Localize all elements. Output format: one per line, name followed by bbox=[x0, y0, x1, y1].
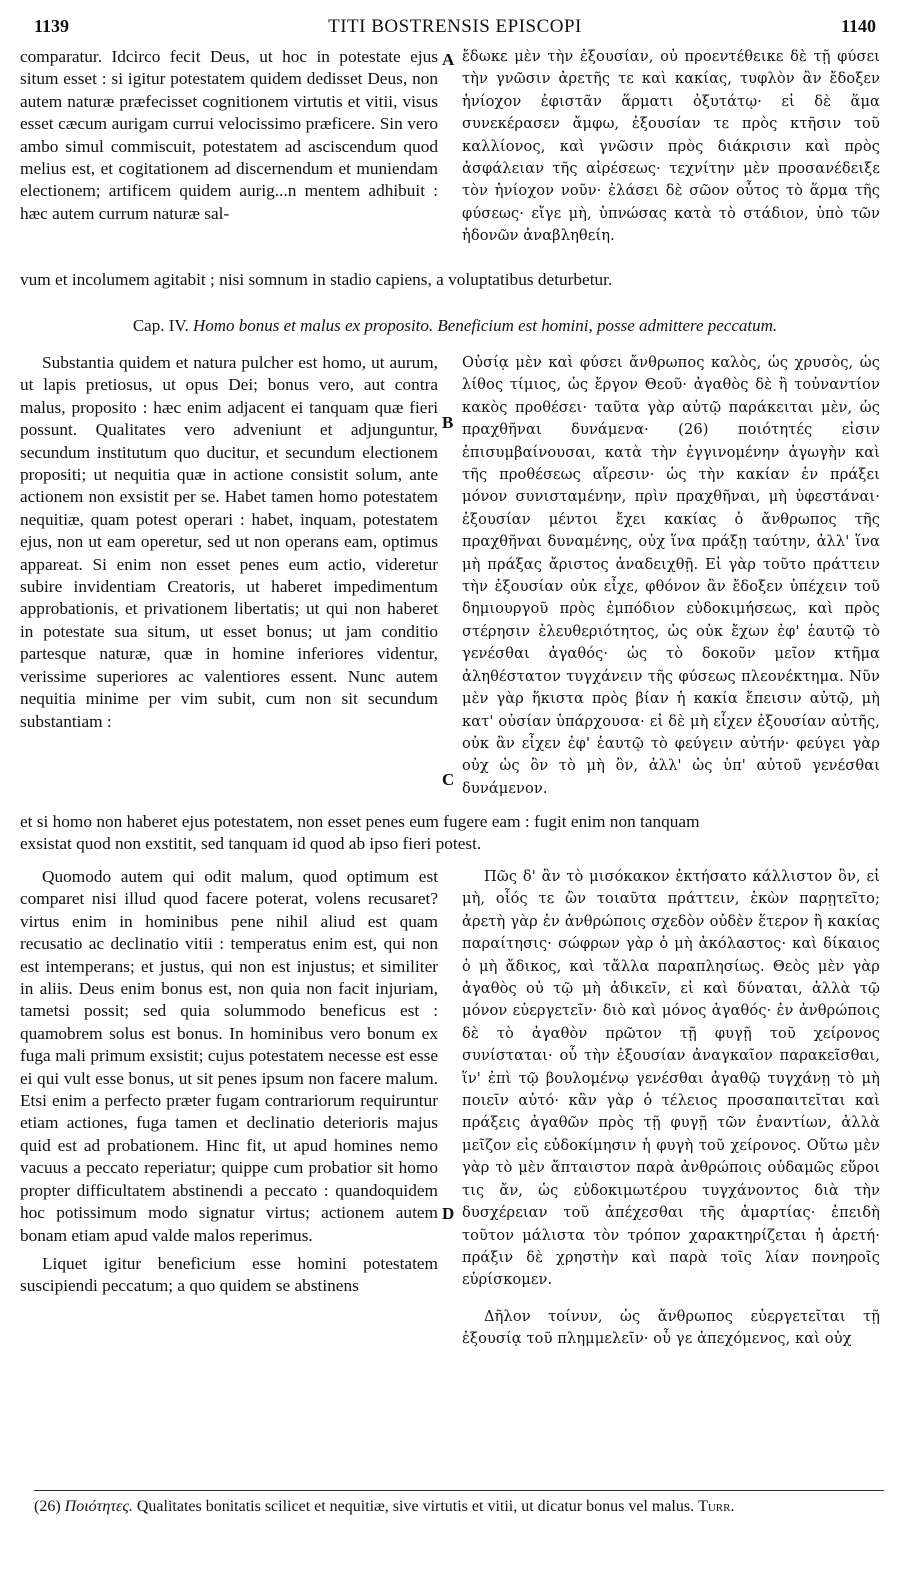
chapter-label: Cap. IV. bbox=[132, 316, 189, 335]
footnote-signature: Turr. bbox=[698, 1498, 735, 1515]
latin-column-block1: comparatur. Idcirco fecit Deus, ut hoc in potestate ejus situm esset : si igitur potestatem quidem dedisset Deus, non autem naturæ præfecisset cognitionem virtutis et vitii, visus esset cæcum aurigam currui velocissimo præficere. Sin vero ambo simul commiscuit, potestatem ad asciscendum quod melius est, et cogitationem ad discernendum et muniendam electionem; artificem quidem aurig...n mentem adhibuit : hæc autem currum naturæ sal- bbox=[20, 47, 438, 223]
footnote bbox=[34, 1497, 874, 1517]
greek-column-block3 bbox=[462, 866, 880, 1351]
latin-paragraph-2: Liquet igitur beneficium esse homini potestatem suscipiendi peccatum; a quo quidem se abstinens bbox=[20, 1253, 438, 1296]
footnote-greek-word: Ποιότητες. bbox=[64, 1498, 133, 1515]
full-width-line-block2a: et si homo non haberet ejus potestatem, non esset penes eum fugere eam : fugit enim non tanquam bbox=[20, 812, 700, 831]
running-title: TITI BOSTRENSIS EPISCOPI bbox=[328, 16, 582, 37]
greek-paragraph-1: Πῶς δ' ἂν τὸ μισόκακον ἐκτήσατο κάλλιστον ὂν, εἰ μὴ, οἷός τε ὢν τοιαῦτα πράττειν, ἑκὼν παρῃτεῖτο; ἀρετὴ γὰρ ἐν ἀνθρώποις σχεδὸν οὐδὲν ἕτερον ἢ κακίας παραίτησις· σώφρων γὰρ ὁ μὴ ἀκόλαστος· καὶ δίκαιος ὁ μὴ ἄδικος, καὶ τἄλλα παραπλησίως. Θεὸς μὲν γὰρ ἀγαθὸς οὐ τῷ μὴ ἀδικεῖν, εἰ καὶ δύναται, ἀλλὰ τῷ μόνον εὐεργετεῖν· διὸ καὶ μόνος ἀγαθός· ἐν ἀνθρώποις δὲ τὸ ἀγαθὸν πρῶτον τῇ φυγῇ τοῦ χείρονος συνίσταται· οὗ τὴν ἐξουσίαν ἀναγκαῖον παρακεῖσθαι, ἵν' ἐπὶ τῷ βουλομένῳ γενέσθαι ἀγαθῷ τυγχάνῃ τὸ μὴ ποιεῖν αὐτό· κἂν γὰρ ὁ τέλειος προσαπαιτεῖται καὶ πράξεις ἀγαθῶν πρὸς τῇ φυγῇ τῶν ἐναντίων, ἀλλὰ μεῖζον εἰς εὐδοκίμησιν ἡ φυγὴ τοῦ χείρονος. Οὕτω μὲν γὰρ τὸ μὲν ἄπταιστον παρὰ ἀνθρώποις οὐδαμῶς εὕροι τις ἄν, ὡς εὐδοκιμωτέρου τυγχάνοντος διὰ τὴν δυσχέρειαν τοῦ ἀπέχεσθαι τῆς ἁμαρτίας· ἐπειδὴ τοῦτον μάλιστα τὸν τρόπον χαρακτηρίζεται ἡ ἀρετή· πράξιν δὲ χρηστὴν καὶ παρὰ τοῖς λίαν πονηροῖς εὑρίσκομεν. bbox=[462, 868, 880, 1289]
chapter-heading bbox=[0, 316, 910, 336]
latin-column-block2: Substantia quidem et natura pulcher est homo, ut aurum, ut lapis pretiosus, ut opus Dei; bonus vero, aut contra malus, proposito : hæc enim adjacent ei tanquam quæ fieri possunt. Qualitates vero adveniunt et adjunguntur, secundum institutum quo ducitur, et secundum electionem propositi; ut nequitia quæ in actione consistit solum, ante actionem non exsistit per se. Habet tamen homo potestatem nequitiæ, quam potest operari : habet, inquam, potestatem ejus, non ut eam operetur, sed ut non operans eam, optimus appareat. Si enim non esset penes eum actio, videretur subire invidentiam Creatoris, ut haberet impedimentum approbationis, et privationem libertatis; ut qui non haberet in potestate sua situm, ut esset bonus; ut jam conditio partesque naturæ, quæ in homine inferiores videntur, verissime superiores ac valentiores essent. Nunc autem nequitia minime per vim subit, cum non sit secundum substantiam : bbox=[20, 353, 438, 731]
latin-paragraph-1: Quomodo autem qui odit malum, quod optimum est comparet nisi illud quod facere poterat, volens recusaret? virtus enim in hominibus pene nihil aliud est quam recusatio ac declinatio vitii : temperatus enim est, qui non est intemperans; et justus, qui non est injustus; et similiter in aliis. Deus enim bonus est, non quia non facit injuriam, tametsi possit; sed quia solummodo beneficus est : quamobrem solus est bonus. In hominibus vero bonum ex fuga mali primum exsistit; cujus potestatem necesse est esse ei qui vult esse bonus, ut sit penes ipsum non facere malum. Etsi enim a perfecto præter fugam contrariorum requiruntur etiam actiones, fuga tamen et declinatio deterioris majus quid est ad probationem. Hinc fit, ut apud homines nemo vacuus a peccato reperiatur; quippe cum probatior sit homo propter difficultatem abstinendi a peccato : quandoquidem hoc potissimum modo signatur virtus; actionem autem bonam etiam apud valde malos reperimus. bbox=[20, 867, 438, 1245]
chapter-title: Homo bonus et malus ex proposito. Beneficium est homini, posse admittere peccatum. bbox=[192, 316, 778, 335]
greek-paragraph-2: Δῆλον τοίνυν, ὡς ἄνθρωπος εὐεργετεῖται τῇ ἐξουσίᾳ τοῦ πλημμελεῖν· οὗ γε ἀπεχόμενος, καὶ οὐχ bbox=[462, 1307, 880, 1348]
right-page-number: 1140 bbox=[840, 16, 876, 36]
margin-marker-d: D bbox=[442, 1204, 455, 1223]
footnote-rule bbox=[34, 1490, 884, 1491]
latin-column-block3 bbox=[20, 866, 438, 1298]
footnote-number: (26) bbox=[34, 1498, 61, 1515]
greek-column-block2: Οὐσίᾳ μὲν καὶ φύσει ἄνθρωπος καλὸς, ὡς χρυσὸς, ὡς λίθος τίμιος, ὡς ἔργον Θεοῦ· ἀγαθὸς δὲ ἢ τοὐναντίον κακὸς προθέσει· ταῦτα γὰρ αὐτῷ παράκειται μὲν, ὡς πραχθῆναι δυνάμενα· (26) ποιότητές εἰσιν ἐπισυμβαίνουσαι, κατὰ τὴν ἐγγινομένην ἀγωγὴν καὶ τῆς προθέσεως αἵρεσιν· ὡς τὴν κακίαν ἐν πράξει μόνον συνισταμένην, πρὶν πραχθῆναι, μὴ ὑφεστάναι· ἐξουσίαν μέντοι ἔχει κακίας ὁ ἄνθρωπος τῆς πραχθῆναι δυναμένης, οὐχ ἵνα πράξῃ ταύτην, ἀλλ' ἵνα μὴ πράξας ἄριστος ἀναδειχθῇ. Εἰ γὰρ τοῦτο πράττειν τὴν ἐξουσίαν οὐκ εἶχε, φθόνον ἂν ἔδοξεν ὑπέχειν τοῦ δημιουργοῦ πρὸς ἐμπόδιον εὐδοκιμήσεως, καὶ πρὸς στέρησιν ἐλευθεριότητος, ὡς οὐκ ἔχων ἐφ' ἑαυτῷ τὸ γενέσθαι ἀγαθός· ὡς τὸ δοκοῦν μεῖον κτῆμα ἀληθέστατον τυγχάνειν τῆς φύσεως πλεονέκτημα. Νῦν μὲν γὰρ ἥκιστα πρὸς βίαν ἡ κακία ἔπεισιν αὐτῷ, μὴ κατ' οὐσίαν ὑπάρχουσα· εἰ δὲ μὴ εἶχεν ἐξουσίαν αὐτῆς, οὐκ ἂν εἶχεν ἐφ' ἑαυτῷ τὸ φεύγειν αὐτήν· φεύγει γὰρ οὐχ ὡς ὂν τὸ μὴ ὂν, ἀλλ' ὡς ὑπ' αὐτοῦ γενέσθαι δυνάμενον. bbox=[462, 354, 880, 797]
margin-marker-b: B bbox=[442, 413, 454, 432]
greek-column-block1: ἔδωκε μὲν τὴν ἐξουσίαν, οὐ προεντέθεικε δὲ τῇ φύσει τὴν γνῶσιν ἀρετῆς τε καὶ κακίας, τυφλὸν ἂν ἔδοξεν ἡνίοχον ἐφιστᾶν ἅρματι ὀξυτάτῳ· εἰ δὲ ἅμα συνεκέρασεν ἄμφω, ἐξουσίαν τε πρὸς κτῆσιν τοῦ καλλίονος, καὶ γνῶσιν πρὸς διάκρισιν καὶ πρὸς ἀσφάλειαν τῆς αἱρέσεως· τεχνίτην μὲν προσανέδειξε τὸν ἡνίοχον νοῦν· ἐλάσει δὲ σῶον οὗτος τὸ ἅρμα τῆς φύσεως· εἴγε μὴ, ὑπνώσας κατὰ τὸ στάδιον, ὑπὸ τῶν ἡδονῶν ἀναβληθείη. bbox=[462, 48, 880, 245]
full-width-line-block1: vum et incolumem agitabit ; nisi somnum in stadio capiens, a voluptatibus deturbetur. bbox=[20, 270, 613, 289]
left-page-number: 1139 bbox=[34, 16, 70, 36]
footnote-text: Qualitates bonitatis scilicet et nequitiæ, sive virtutis et vitii, ut dicatur bonus vel malus. bbox=[136, 1498, 695, 1515]
margin-marker-a: A bbox=[442, 50, 455, 69]
margin-marker-c: C bbox=[442, 770, 455, 789]
full-width-line-block2b: exsistat quod non exstitit, sed tanquam id quod ab ipso fieri potest. bbox=[20, 834, 482, 853]
